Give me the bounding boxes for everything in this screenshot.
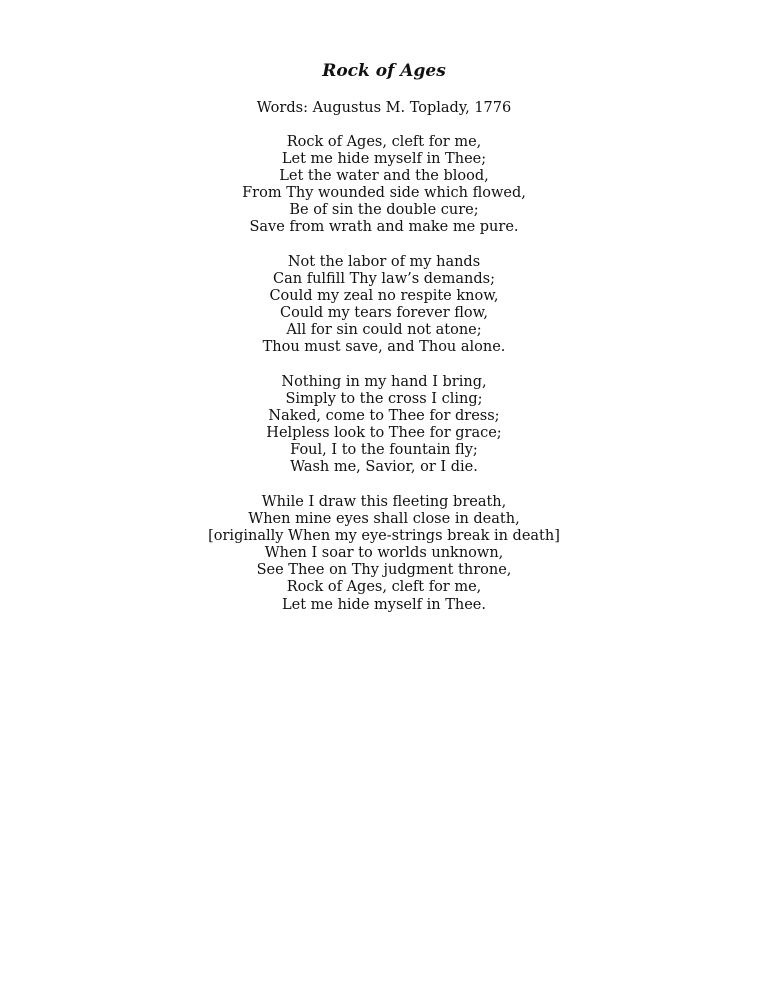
verse-line: Could my zeal no respite know, — [269, 288, 499, 305]
verse-line: When I soar to worlds unknown, — [264, 545, 504, 562]
verse-line: Foul, I to the fountain fly; — [290, 442, 478, 459]
verse-line: Nothing in my hand I bring, — [281, 374, 487, 390]
stanza-1 — [0, 134, 768, 237]
stanza-4 — [0, 494, 768, 614]
verse-line: Rock of Ages, cleft for me, — [286, 579, 482, 596]
verse-line: See Thee on Thy judgment throne, — [256, 562, 512, 579]
verse-line: Can fulfill Thy law’s demands; — [273, 271, 495, 288]
verse-line: Save from wrath and make me pure. — [249, 219, 519, 236]
verse-line: When mine eyes shall close in death, — [248, 511, 520, 528]
verse-line: Let me hide myself in Thee. — [282, 596, 486, 613]
verse-line: Wash me, Savior, or I die. — [290, 459, 478, 476]
verse-line: Not the labor of my hands — [287, 254, 481, 270]
verse-line: Let me hide myself in Thee; — [281, 151, 487, 168]
verse-line: Let the water and the blood, — [279, 168, 489, 185]
verse-line: All for sin could not atone; — [286, 322, 482, 339]
verse-line: Be of sin the double cure; — [289, 202, 479, 219]
verse-line: Helpless look to Thee for grace; — [266, 425, 502, 442]
document-title: Rock of Ages — [322, 61, 446, 81]
verse-line: Thou must save, and Thou alone. — [262, 339, 506, 356]
stanza-2 — [0, 254, 768, 357]
verse-line: Rock of Ages, cleft for me, — [286, 134, 482, 150]
verse-line: From Thy wounded side which flowed, — [242, 185, 526, 202]
verse-line: Simply to the cross I cling; — [285, 391, 483, 408]
verse-line: [originally When my eye-strings break in death] — [208, 528, 560, 545]
document-byline: Words: Augustus M. Toplady, 1776 — [256, 100, 512, 116]
verse-line: Could my tears forever flow, — [280, 305, 488, 322]
verse-line: Naked, come to Thee for dress; — [268, 408, 500, 425]
verse-line: While I draw this fleeting breath, — [261, 494, 507, 510]
stanza-3 — [0, 374, 768, 477]
